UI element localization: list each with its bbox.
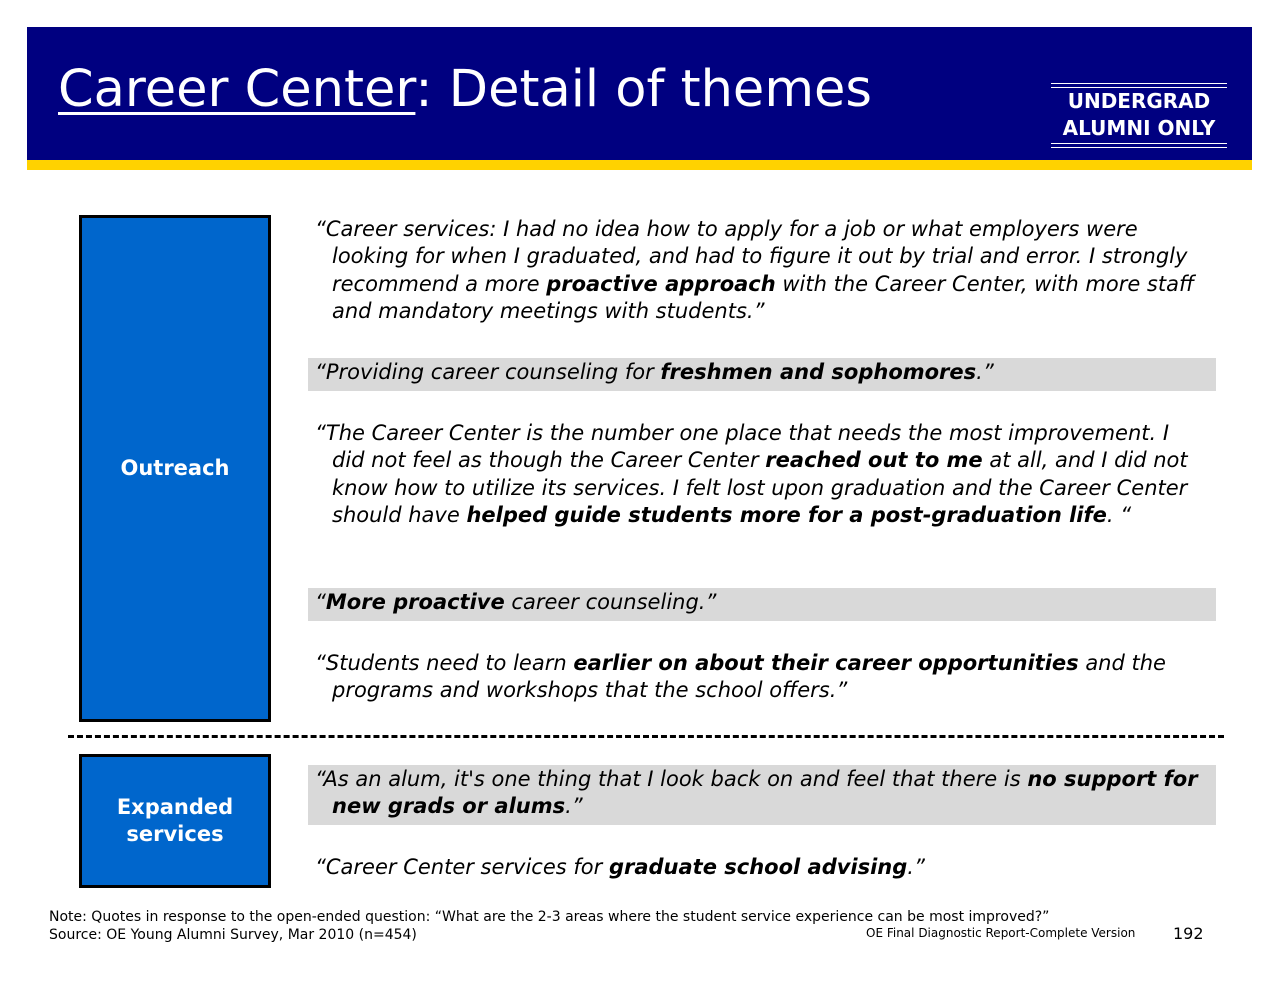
header-stripe [27, 160, 1252, 170]
quote-emphasis: More proactive [325, 590, 505, 614]
quote-emphasis: proactive approach [546, 271, 776, 296]
category-label: Outreach [120, 456, 230, 480]
report-name: OE Final Diagnostic Report-Complete Version [866, 926, 1136, 940]
quote-text: “Providing career counseling for [315, 360, 661, 384]
quote-1 [308, 216, 1216, 325]
title-rest: : Detail of themes [415, 60, 872, 119]
quote-text: “The Career Center is the number one place that needs the most improvement. I did not feel as though the Career Center [315, 421, 1170, 473]
quote-text: “Career services: I had no idea how to apply for a job or what employers were looking for when I graduated, and had to figure it out by trial and error. I strongly recommend a more [315, 217, 1188, 296]
note-text: Note: Quotes in response to the open-ended question: “What are the 2-3 areas where the student service experience can be most improved?” [49, 909, 1050, 925]
quote-emphasis: no support for new grads or alums [332, 767, 1198, 819]
quote-5 [308, 650, 1216, 705]
quote-text: “As an alum, it's one thing that I look back on and feel that there is [315, 767, 1028, 791]
category-expanded-services [79, 754, 271, 888]
page-title [58, 62, 872, 118]
quote-4 [308, 588, 1216, 621]
quote-emphasis: helped guide students more for a post-graduation life [466, 502, 1107, 527]
quote-7 [308, 854, 1216, 881]
quote-text: .” [907, 855, 925, 879]
quote-emphasis: earlier on about their career opportunities [573, 651, 1079, 675]
quote-2 [308, 358, 1216, 391]
quote-text: with the Career Center, with more staff and mandatory meetings with students.” [332, 271, 1195, 323]
category-outreach [79, 215, 271, 722]
badge-line1: UNDERGRAD [1067, 89, 1211, 113]
quote-text: . “ [1106, 502, 1132, 527]
source-text: Source: OE Young Alumni Survey, Mar 2010 (n=454) [49, 927, 417, 943]
quote-text: “Career Center services for [315, 855, 609, 879]
quote-text: career counseling.” [504, 590, 717, 614]
badge-line2: ALUMNI ONLY [1062, 116, 1216, 140]
quote-text: .” [976, 360, 994, 384]
category-label-line2: services [126, 822, 224, 846]
quote-emphasis: freshmen and sophomores [660, 360, 977, 384]
quote-text: “Students need to learn [315, 651, 574, 675]
quote-text: and the programs and workshops that the school offers.” [332, 651, 1166, 703]
page-number: 192 [1173, 924, 1204, 943]
quote-emphasis: reached out to me [765, 448, 983, 473]
quote-text: “ [315, 590, 326, 614]
quote-3 [308, 420, 1216, 529]
audience-badge [1050, 82, 1228, 148]
quote-emphasis: graduate school advising [608, 855, 908, 879]
title-underlined: Career Center [58, 60, 416, 119]
section-divider [68, 735, 1224, 738]
quote-text: .” [565, 794, 583, 819]
category-label-line1: Expanded [116, 795, 234, 819]
quote-text: at all, and I did not know how to utilize its services. I felt lost upon graduation and the Career Center should have [332, 448, 1188, 527]
quote-6 [308, 765, 1216, 825]
